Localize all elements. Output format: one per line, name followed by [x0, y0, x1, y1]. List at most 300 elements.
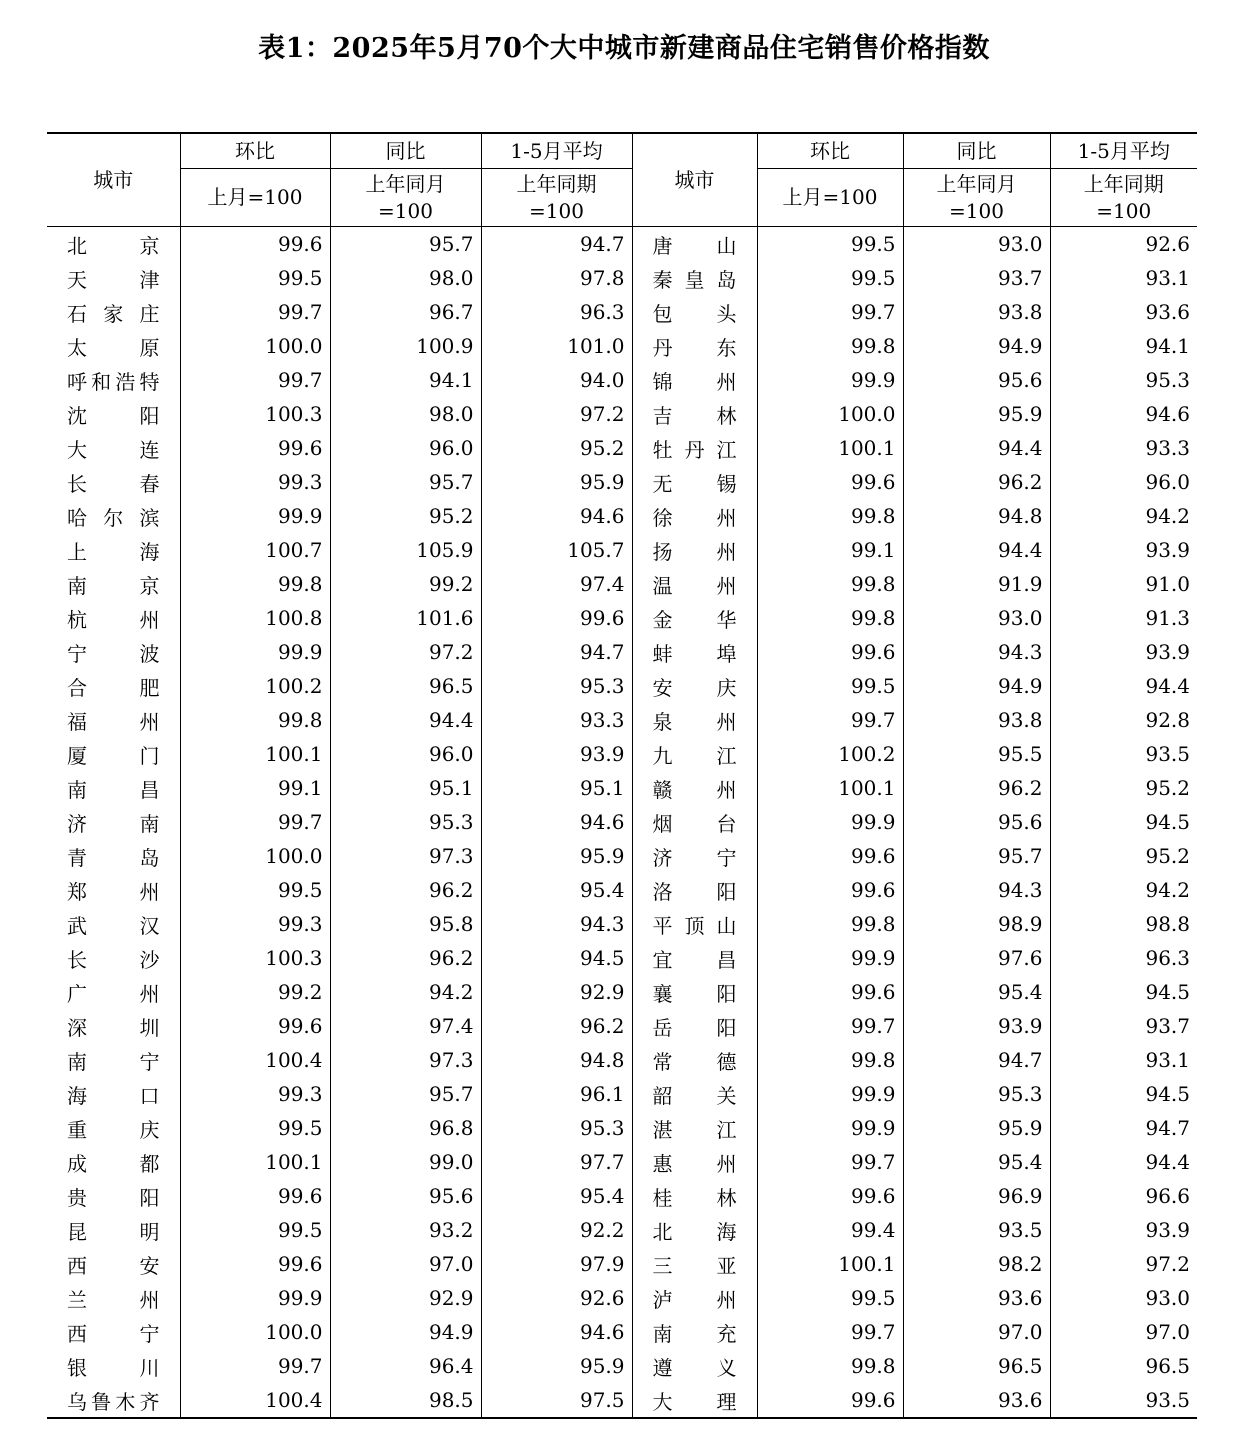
- table-row: [47, 363, 1197, 397]
- ytd-right-cell: 93.9: [1050, 1213, 1197, 1247]
- city-right-cell: 宜昌: [632, 941, 757, 975]
- mom-right-cell: 99.6: [757, 1179, 903, 1213]
- table-row: [47, 941, 1197, 975]
- city-left-cell: 长沙: [67, 947, 160, 972]
- ytd-left-cell: 97.7: [481, 1145, 632, 1179]
- yoy-right-cell: 97.6: [903, 941, 1050, 975]
- table-row: [47, 975, 1197, 1009]
- city-left-cell: 重庆: [67, 1117, 160, 1142]
- yoy-right-cell: 96.9: [903, 1179, 1050, 1213]
- ytd-left-cell: 92.2: [481, 1213, 632, 1247]
- mom-right-cell: 99.6: [757, 635, 903, 669]
- ytd-left-cell: 97.4: [481, 567, 632, 601]
- mom-right-cell: 100.1: [757, 1247, 903, 1281]
- city-left-cell: 太原: [67, 335, 160, 360]
- city-left-cell: 合肥: [67, 675, 160, 700]
- city-left-cell: 海口: [67, 1083, 160, 1108]
- ytd-left-cell: 96.1: [481, 1077, 632, 1111]
- table-row: [47, 771, 1197, 805]
- mom-left-cell: 99.6: [180, 1247, 330, 1281]
- ytd-left-cell: 92.9: [481, 975, 632, 1009]
- ytd-right-cell: 91.3: [1050, 601, 1197, 635]
- yoy-left-cell: 96.2: [330, 873, 481, 907]
- yoy-left-cell: 96.8: [330, 1111, 481, 1145]
- yoy-left-cell: 96.7: [330, 295, 481, 329]
- city-right-cell: 赣州: [632, 771, 757, 805]
- yoy-right-cell: 95.6: [903, 805, 1050, 839]
- city-left-cell: 贵阳: [67, 1185, 160, 1210]
- ytd-header-right: 1-5月平均: [1050, 133, 1197, 169]
- yoy-left-cell: 94.2: [330, 975, 481, 1009]
- mom-left-cell: 100.1: [180, 1145, 330, 1179]
- mom-left-cell: 99.3: [180, 465, 330, 499]
- city-header-left: 城市: [47, 133, 180, 227]
- table-row: [47, 669, 1197, 703]
- city-left-cell: 西宁: [67, 1321, 160, 1346]
- table-row: [47, 1247, 1197, 1281]
- city-left-cell: 大连: [67, 437, 160, 462]
- mom-left-cell: 100.3: [180, 941, 330, 975]
- ytd-left-cell: 97.8: [481, 261, 632, 295]
- yoy-right-cell: 93.9: [903, 1009, 1050, 1043]
- city-left-cell: 沈阳: [67, 403, 160, 428]
- ytd-left-cell: 94.6: [481, 1315, 632, 1349]
- mom-left-cell: 99.8: [180, 567, 330, 601]
- yoy-header-left: 同比: [330, 133, 481, 169]
- table-title: 表1：2025年5月70个大中城市新建商品住宅销售价格指数: [258, 33, 990, 64]
- city-right-cell: 金华: [632, 601, 757, 635]
- mom-subheader-right: 上月=100: [757, 169, 903, 227]
- table-row: [47, 499, 1197, 533]
- mom-left-cell: 100.3: [180, 397, 330, 431]
- ytd-left-cell: 93.3: [481, 703, 632, 737]
- table-row: [47, 1077, 1197, 1111]
- ytd-right-cell: 94.2: [1050, 873, 1197, 907]
- city-right-cell: 韶关: [632, 1077, 757, 1111]
- ytd-subheader-left: 上年同期 =100: [481, 169, 632, 227]
- table-row: [47, 907, 1197, 941]
- city-right-cell: 南充: [632, 1315, 757, 1349]
- mom-left-cell: 99.8: [180, 703, 330, 737]
- yoy-left-cell: 95.6: [330, 1179, 481, 1213]
- ytd-right-cell: 93.7: [1050, 1009, 1197, 1043]
- yoy-right-cell: 93.8: [903, 703, 1050, 737]
- ytd-left-cell: 95.3: [481, 669, 632, 703]
- table-row: [47, 839, 1197, 873]
- ytd-left-cell: 101.0: [481, 329, 632, 363]
- ytd-left-cell: 96.3: [481, 295, 632, 329]
- yoy-right-cell: 93.0: [903, 601, 1050, 635]
- yoy-right-cell: 95.7: [903, 839, 1050, 873]
- yoy-left-cell: 95.7: [330, 1077, 481, 1111]
- mom-right-cell: 99.5: [757, 261, 903, 295]
- yoy-right-cell: 95.9: [903, 397, 1050, 431]
- yoy-right-cell: 94.3: [903, 635, 1050, 669]
- ytd-left-cell: 94.5: [481, 941, 632, 975]
- ytd-right-cell: 93.6: [1050, 295, 1197, 329]
- city-right-cell: 吉林: [632, 397, 757, 431]
- yoy-left-cell: 99.0: [330, 1145, 481, 1179]
- city-right-cell: 平顶山: [632, 907, 757, 941]
- yoy-left-cell: 98.5: [330, 1383, 481, 1418]
- city-right-cell: 三亚: [632, 1247, 757, 1281]
- mom-left-cell: 99.1: [180, 771, 330, 805]
- city-left-cell: 乌鲁木齐: [47, 1383, 180, 1418]
- yoy-left-cell: 105.9: [330, 533, 481, 567]
- city-left-cell: 银川: [67, 1355, 160, 1380]
- table-row: [47, 1043, 1197, 1077]
- mom-left-cell: 99.7: [180, 363, 330, 397]
- mom-right-cell: 99.8: [757, 567, 903, 601]
- city-right-cell: 蚌埠: [632, 635, 757, 669]
- mom-left-cell: 100.2: [180, 669, 330, 703]
- ytd-right-cell: 96.5: [1050, 1349, 1197, 1383]
- city-left-cell: 杭州: [67, 607, 160, 632]
- yoy-right-cell: 96.5: [903, 1349, 1050, 1383]
- yoy-right-cell: 97.0: [903, 1315, 1050, 1349]
- ytd-right-cell: 93.0: [1050, 1281, 1197, 1315]
- ytd-right-cell: 96.3: [1050, 941, 1197, 975]
- city-right-cell: 遵义: [632, 1349, 757, 1383]
- city-left-cell: 深圳: [67, 1015, 160, 1040]
- yoy-left-cell: 95.2: [330, 499, 481, 533]
- mom-right-cell: 99.9: [757, 1077, 903, 1111]
- table-row: [47, 1383, 1197, 1418]
- mom-left-cell: 99.3: [180, 1077, 330, 1111]
- table-row: [47, 261, 1197, 295]
- mom-left-cell: 99.7: [180, 805, 330, 839]
- city-left-cell: 天津: [67, 267, 160, 292]
- ytd-left-cell: 95.3: [481, 1111, 632, 1145]
- mom-right-cell: 99.1: [757, 533, 903, 567]
- mom-left-cell: 100.4: [180, 1383, 330, 1418]
- ytd-right-cell: 93.1: [1050, 1043, 1197, 1077]
- ytd-right-cell: 96.6: [1050, 1179, 1197, 1213]
- city-right-cell: 襄阳: [632, 975, 757, 1009]
- yoy-header-right: 同比: [903, 133, 1050, 169]
- yoy-right-cell: 95.6: [903, 363, 1050, 397]
- mom-left-cell: 100.0: [180, 839, 330, 873]
- yoy-right-cell: 94.3: [903, 873, 1050, 907]
- city-right-cell: 烟台: [632, 805, 757, 839]
- mom-right-cell: 99.4: [757, 1213, 903, 1247]
- table-row: [47, 805, 1197, 839]
- ytd-left-cell: 95.9: [481, 839, 632, 873]
- table-row: [47, 873, 1197, 907]
- yoy-left-cell: 96.4: [330, 1349, 481, 1383]
- table-row: [47, 1009, 1197, 1043]
- mom-left-cell: 100.0: [180, 1315, 330, 1349]
- yoy-right-cell: 95.4: [903, 1145, 1050, 1179]
- ytd-left-cell: 94.8: [481, 1043, 632, 1077]
- ytd-left-cell: 99.6: [481, 601, 632, 635]
- mom-subheader-left: 上月=100: [180, 169, 330, 227]
- ytd-right-cell: 96.0: [1050, 465, 1197, 499]
- city-right-cell: 桂林: [632, 1179, 757, 1213]
- yoy-left-cell: 96.2: [330, 941, 481, 975]
- ytd-left-cell: 95.9: [481, 465, 632, 499]
- table-row: [47, 1179, 1197, 1213]
- city-header-right: 城市: [632, 133, 757, 227]
- yoy-right-cell: 95.4: [903, 975, 1050, 1009]
- yoy-right-cell: 96.2: [903, 465, 1050, 499]
- city-left-cell: 南昌: [67, 777, 160, 802]
- ytd-right-cell: 95.2: [1050, 771, 1197, 805]
- yoy-right-cell: 93.5: [903, 1213, 1050, 1247]
- yoy-left-cell: 96.5: [330, 669, 481, 703]
- ytd-left-cell: 97.5: [481, 1383, 632, 1418]
- table-row: [47, 431, 1197, 465]
- yoy-right-cell: 91.9: [903, 567, 1050, 601]
- mom-right-cell: 100.1: [757, 771, 903, 805]
- table-row: [47, 329, 1197, 363]
- mom-right-cell: 99.6: [757, 873, 903, 907]
- ytd-left-cell: 94.7: [481, 227, 632, 262]
- yoy-right-cell: 94.7: [903, 1043, 1050, 1077]
- mom-left-cell: 99.3: [180, 907, 330, 941]
- table-row: [47, 533, 1197, 567]
- city-right-cell: 泉州: [632, 703, 757, 737]
- city-right-cell: 无锡: [632, 465, 757, 499]
- yoy-right-cell: 96.2: [903, 771, 1050, 805]
- mom-left-cell: 99.6: [180, 1009, 330, 1043]
- table-row: [47, 1281, 1197, 1315]
- yoy-right-cell: 98.2: [903, 1247, 1050, 1281]
- mom-right-cell: 99.5: [757, 1281, 903, 1315]
- mom-left-cell: 100.1: [180, 737, 330, 771]
- mom-right-cell: 99.7: [757, 295, 903, 329]
- ytd-left-cell: 95.4: [481, 873, 632, 907]
- mom-right-cell: 99.9: [757, 1111, 903, 1145]
- table-row: [47, 295, 1197, 329]
- city-left-cell: 长春: [67, 471, 160, 496]
- yoy-left-cell: 97.0: [330, 1247, 481, 1281]
- city-left-cell: 西安: [67, 1253, 160, 1278]
- yoy-left-cell: 95.7: [330, 465, 481, 499]
- mom-left-cell: 99.9: [180, 635, 330, 669]
- city-right-cell: 泸州: [632, 1281, 757, 1315]
- table-row: [47, 703, 1197, 737]
- ytd-left-cell: 97.2: [481, 397, 632, 431]
- city-right-cell: 九江: [632, 737, 757, 771]
- city-left-cell: 宁波: [67, 641, 160, 666]
- table-row: [47, 601, 1197, 635]
- city-right-cell: 岳阳: [632, 1009, 757, 1043]
- mom-left-cell: 99.7: [180, 1349, 330, 1383]
- ytd-right-cell: 93.5: [1050, 1383, 1197, 1418]
- ytd-right-cell: 94.5: [1050, 805, 1197, 839]
- ytd-right-cell: 91.0: [1050, 567, 1197, 601]
- mom-right-cell: 99.9: [757, 941, 903, 975]
- yoy-left-cell: 95.8: [330, 907, 481, 941]
- table-row: [47, 1145, 1197, 1179]
- yoy-subheader-right: 上年同月 =100: [903, 169, 1050, 227]
- city-left-cell: 南宁: [67, 1049, 160, 1074]
- yoy-left-cell: 92.9: [330, 1281, 481, 1315]
- ytd-left-cell: 94.7: [481, 635, 632, 669]
- ytd-right-cell: 93.1: [1050, 261, 1197, 295]
- yoy-left-cell: 101.6: [330, 601, 481, 635]
- mom-header-left: 环比: [180, 133, 330, 169]
- city-left-cell: 兰州: [67, 1287, 160, 1312]
- yoy-right-cell: 93.8: [903, 295, 1050, 329]
- price-index-table: [47, 132, 1197, 1419]
- ytd-right-cell: 95.3: [1050, 363, 1197, 397]
- yoy-left-cell: 94.1: [330, 363, 481, 397]
- mom-right-cell: 99.8: [757, 907, 903, 941]
- yoy-right-cell: 94.9: [903, 329, 1050, 363]
- city-left-cell: 哈尔滨: [67, 505, 160, 530]
- yoy-left-cell: 94.9: [330, 1315, 481, 1349]
- yoy-left-cell: 97.2: [330, 635, 481, 669]
- yoy-left-cell: 97.3: [330, 1043, 481, 1077]
- ytd-left-cell: 92.6: [481, 1281, 632, 1315]
- mom-right-cell: 99.6: [757, 975, 903, 1009]
- mom-left-cell: 99.5: [180, 1111, 330, 1145]
- yoy-left-cell: 96.0: [330, 431, 481, 465]
- ytd-right-cell: 97.2: [1050, 1247, 1197, 1281]
- mom-right-cell: 99.7: [757, 1145, 903, 1179]
- ytd-right-cell: 93.9: [1050, 635, 1197, 669]
- ytd-right-cell: 94.6: [1050, 397, 1197, 431]
- city-right-cell: 扬州: [632, 533, 757, 567]
- table-row: [47, 1213, 1197, 1247]
- yoy-right-cell: 93.6: [903, 1281, 1050, 1315]
- ytd-left-cell: 94.3: [481, 907, 632, 941]
- city-left-cell: 厦门: [67, 743, 160, 768]
- mom-right-cell: 99.8: [757, 499, 903, 533]
- ytd-header-left: 1-5月平均: [481, 133, 632, 169]
- city-right-cell: 包头: [632, 295, 757, 329]
- yoy-left-cell: 98.0: [330, 261, 481, 295]
- yoy-left-cell: 94.4: [330, 703, 481, 737]
- mom-right-cell: 99.8: [757, 1349, 903, 1383]
- ytd-left-cell: 95.4: [481, 1179, 632, 1213]
- ytd-subheader-right: 上年同期 =100: [1050, 169, 1197, 227]
- city-right-cell: 唐山: [632, 227, 757, 262]
- yoy-left-cell: 97.3: [330, 839, 481, 873]
- ytd-left-cell: 96.2: [481, 1009, 632, 1043]
- mom-left-cell: 100.4: [180, 1043, 330, 1077]
- ytd-left-cell: 94.6: [481, 499, 632, 533]
- table-row: [47, 227, 1197, 262]
- city-left-cell: 昆明: [67, 1219, 160, 1244]
- ytd-right-cell: 94.5: [1050, 975, 1197, 1009]
- city-left-cell: 石家庄: [67, 301, 160, 326]
- yoy-left-cell: 98.0: [330, 397, 481, 431]
- ytd-left-cell: 105.7: [481, 533, 632, 567]
- yoy-right-cell: 98.9: [903, 907, 1050, 941]
- city-left-cell: 上海: [67, 539, 160, 564]
- table-row: [47, 635, 1197, 669]
- city-left-cell: 郑州: [67, 879, 160, 904]
- ytd-right-cell: 94.5: [1050, 1077, 1197, 1111]
- city-right-cell: 牡丹江: [632, 431, 757, 465]
- table-row: [47, 567, 1197, 601]
- mom-right-cell: 99.7: [757, 703, 903, 737]
- yoy-right-cell: 94.8: [903, 499, 1050, 533]
- yoy-left-cell: 95.7: [330, 227, 481, 262]
- yoy-right-cell: 93.7: [903, 261, 1050, 295]
- ytd-right-cell: 94.1: [1050, 329, 1197, 363]
- ytd-left-cell: 95.1: [481, 771, 632, 805]
- mom-left-cell: 99.9: [180, 1281, 330, 1315]
- mom-right-cell: 99.7: [757, 1315, 903, 1349]
- mom-right-cell: 99.5: [757, 669, 903, 703]
- table-row: [47, 397, 1197, 431]
- city-left-cell: 北京: [67, 233, 160, 258]
- ytd-left-cell: 94.0: [481, 363, 632, 397]
- mom-right-cell: 99.8: [757, 1043, 903, 1077]
- mom-right-cell: 99.6: [757, 839, 903, 873]
- mom-right-cell: 99.8: [757, 329, 903, 363]
- ytd-right-cell: 95.2: [1050, 839, 1197, 873]
- city-right-cell: 济宁: [632, 839, 757, 873]
- mom-right-cell: 99.6: [757, 1383, 903, 1418]
- yoy-right-cell: 94.9: [903, 669, 1050, 703]
- city-right-cell: 常德: [632, 1043, 757, 1077]
- mom-left-cell: 99.5: [180, 1213, 330, 1247]
- mom-right-cell: 99.6: [757, 465, 903, 499]
- city-right-cell: 徐州: [632, 499, 757, 533]
- ytd-right-cell: 92.8: [1050, 703, 1197, 737]
- table-row: [47, 1111, 1197, 1145]
- yoy-right-cell: 95.5: [903, 737, 1050, 771]
- ytd-left-cell: 97.9: [481, 1247, 632, 1281]
- mom-left-cell: 99.7: [180, 295, 330, 329]
- city-left-cell: 成都: [67, 1151, 160, 1176]
- ytd-left-cell: 94.6: [481, 805, 632, 839]
- ytd-right-cell: 94.4: [1050, 1145, 1197, 1179]
- ytd-right-cell: 94.4: [1050, 669, 1197, 703]
- city-left-cell: 南京: [67, 573, 160, 598]
- mom-right-cell: 100.0: [757, 397, 903, 431]
- city-left-cell: 济南: [67, 811, 160, 836]
- yoy-left-cell: 95.1: [330, 771, 481, 805]
- city-left-cell: 青岛: [67, 845, 160, 870]
- mom-left-cell: 100.0: [180, 329, 330, 363]
- ytd-right-cell: 93.9: [1050, 533, 1197, 567]
- ytd-right-cell: 94.2: [1050, 499, 1197, 533]
- city-right-cell: 洛阳: [632, 873, 757, 907]
- yoy-left-cell: 97.4: [330, 1009, 481, 1043]
- yoy-right-cell: 93.0: [903, 227, 1050, 262]
- ytd-right-cell: 94.7: [1050, 1111, 1197, 1145]
- ytd-left-cell: 95.9: [481, 1349, 632, 1383]
- mom-left-cell: 100.7: [180, 533, 330, 567]
- city-right-cell: 秦皇岛: [632, 261, 757, 295]
- city-left-cell: 武汉: [67, 913, 160, 938]
- city-right-cell: 丹东: [632, 329, 757, 363]
- city-left-cell: 福州: [67, 709, 160, 734]
- ytd-right-cell: 93.3: [1050, 431, 1197, 465]
- mom-right-cell: 99.5: [757, 227, 903, 262]
- mom-header-right: 环比: [757, 133, 903, 169]
- city-right-cell: 锦州: [632, 363, 757, 397]
- mom-left-cell: 99.6: [180, 227, 330, 262]
- yoy-right-cell: 94.4: [903, 533, 1050, 567]
- mom-right-cell: 99.8: [757, 601, 903, 635]
- mom-right-cell: 100.1: [757, 431, 903, 465]
- mom-right-cell: 100.2: [757, 737, 903, 771]
- city-right-cell: 安庆: [632, 669, 757, 703]
- city-right-cell: 北海: [632, 1213, 757, 1247]
- ytd-right-cell: 92.6: [1050, 227, 1197, 262]
- ytd-right-cell: 97.0: [1050, 1315, 1197, 1349]
- mom-right-cell: 99.9: [757, 363, 903, 397]
- mom-left-cell: 100.8: [180, 601, 330, 635]
- yoy-subheader-left: 上年同月 =100: [330, 169, 481, 227]
